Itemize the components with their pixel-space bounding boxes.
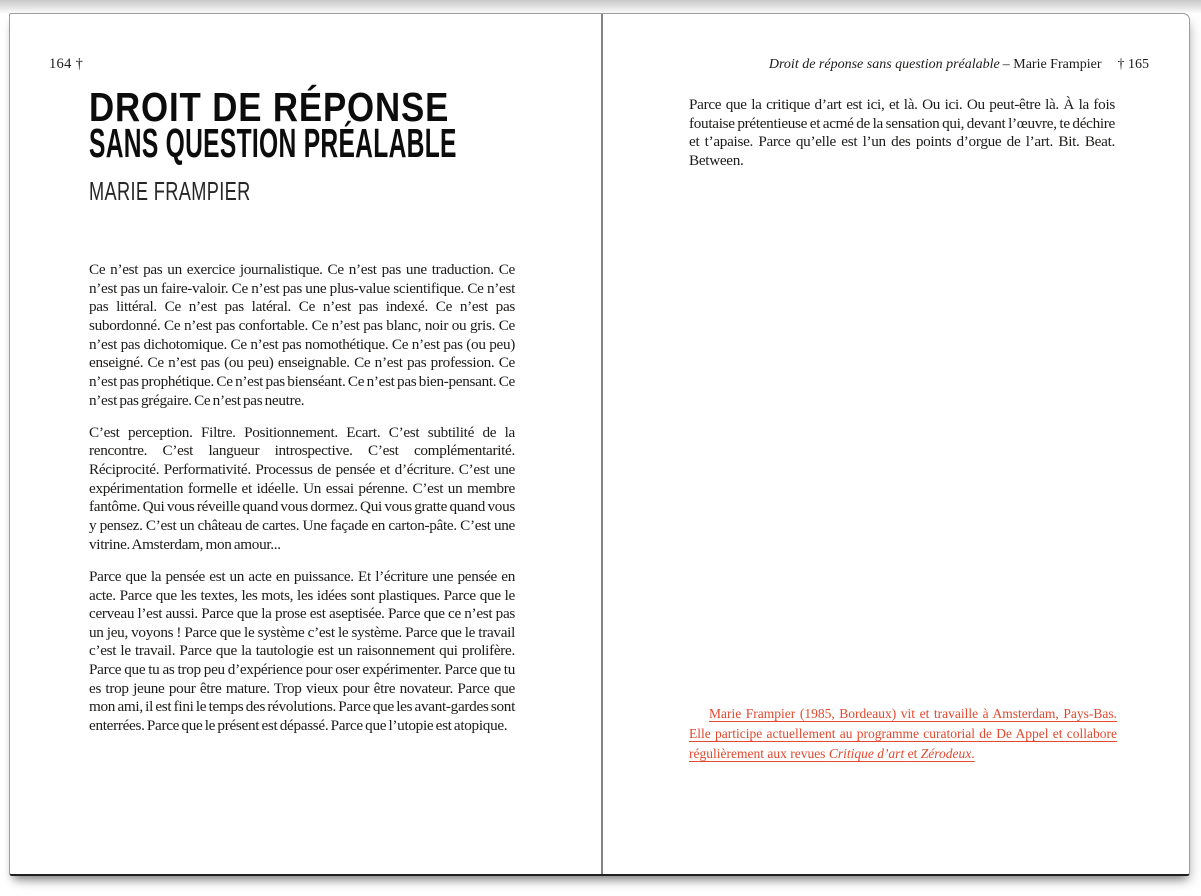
paragraph-2: C’est perception. Filtre. Positionnement. Ecart. C’est subtilité de la rencontre. C’est langueur introspective. C’est complémentarité. Réciprocité. Performativité. Processus de pensée et d’écriture. C’est une expérimentation formelle et idéelle. Un essai pérenne. C’est un membre fantôme. Qui vous réveille quand vous dormez. Qui vous gratte quand vous y pensez. C’est un château de cartes. Une façade en carton-pâte. C’est une vitrine. Amsterdam, mon amour... bbox=[89, 423, 515, 553]
running-header bbox=[769, 57, 1149, 73]
running-header-title: Droit de réponse sans question préalable bbox=[768, 57, 1000, 72]
bio-journal-title: Critique d’art bbox=[828, 746, 905, 761]
left-folio: 164 † bbox=[49, 56, 84, 72]
bio-text: Marie Frampier (1985, Bordeaux) vit et travaille à Amsterdam, Pays-Bas. Elle participe actuellement au programme curatorial de De Appel et collabore régulièrement aux revues bbox=[689, 706, 1117, 761]
page-spread bbox=[9, 13, 1190, 876]
running-header-author: – Marie Frampier bbox=[1002, 57, 1102, 72]
paragraph-1: Ce n’est pas un exercice journalistique. Ce n’est pas une traduction. Ce n’est pas un faire-valoir. Ce n’est pas une plus-value scientifique. Ce n’est pas littéral. Ce n’est pas latéral. Ce n’est pas indexé. Ce n’est pas subordonné. Ce n’est pas confortable. Ce n’est pas blanc, noir ou gris. Ce n’est pas dichotomique. Ce n’est pas nomothétique. Ce n’est pas (ou peu) enseigné. Ce n’est pas (ou peu) enseignable. Ce n’est pas profession. Ce n’est pas prophétique. Ce n’est pas bienséant. Ce n’est pas bien-pensant. Ce n’est pas grégaire. Ce n’est pas neutre. bbox=[89, 261, 515, 409]
bio-text: . bbox=[971, 746, 975, 761]
right-folio: † 165 bbox=[1117, 57, 1149, 72]
author-bio bbox=[689, 704, 1117, 764]
article-title bbox=[89, 84, 702, 166]
author-name: MARIE FRAMPIER bbox=[89, 176, 251, 206]
bio-journal-title: Zérodeux bbox=[920, 746, 972, 761]
title-line-2: SANS QUESTION PRÉALABLE bbox=[89, 120, 457, 166]
title-line-1: DROIT DE RÉPONSE bbox=[89, 84, 450, 130]
right-text-column bbox=[689, 96, 1115, 184]
bio-text: et bbox=[904, 746, 921, 761]
page-gutter-divider bbox=[601, 14, 603, 874]
paragraph-4: Parce que la critique d’art est ici, et là. Ou ici. Ou peut-être là. À la fois foutaise prétentieuse et acmé de la sensation qui, devant l’œuvre, te déchire et t’apaise. Parce qu’elle est l’un des points d’orgue de l’art. Bit. Beat. Between. bbox=[689, 96, 1115, 169]
left-text-column bbox=[89, 261, 515, 749]
top-edge-shadow bbox=[0, 0, 1201, 14]
paragraph-3: Parce que la pensée est un acte en puissance. Et l’écriture une pensée en acte. Parce que les textes, les mots, les idées sont plastiques. Parce que le cerveau l’est aussi. Parce que la prose est aseptisée. Parce que ce n’est pas un jeu, voyons ! Parce que le système c’est le système. Parce que le travail c’est le travail. Parce que la tautologie est un raisonnement qui prolifère. Parce que tu as trop peu d’expérience pour oser expérimenter. Parce que tu es trop jeune pour être mature. Trop vieux pour être novateur. Parce que mon ami, il est fini le temps des révolutions. Parce que les avant-gardes sont enterrées. Parce que le présent est dépassé. Parce que l’utopie est atopique. bbox=[89, 567, 515, 735]
